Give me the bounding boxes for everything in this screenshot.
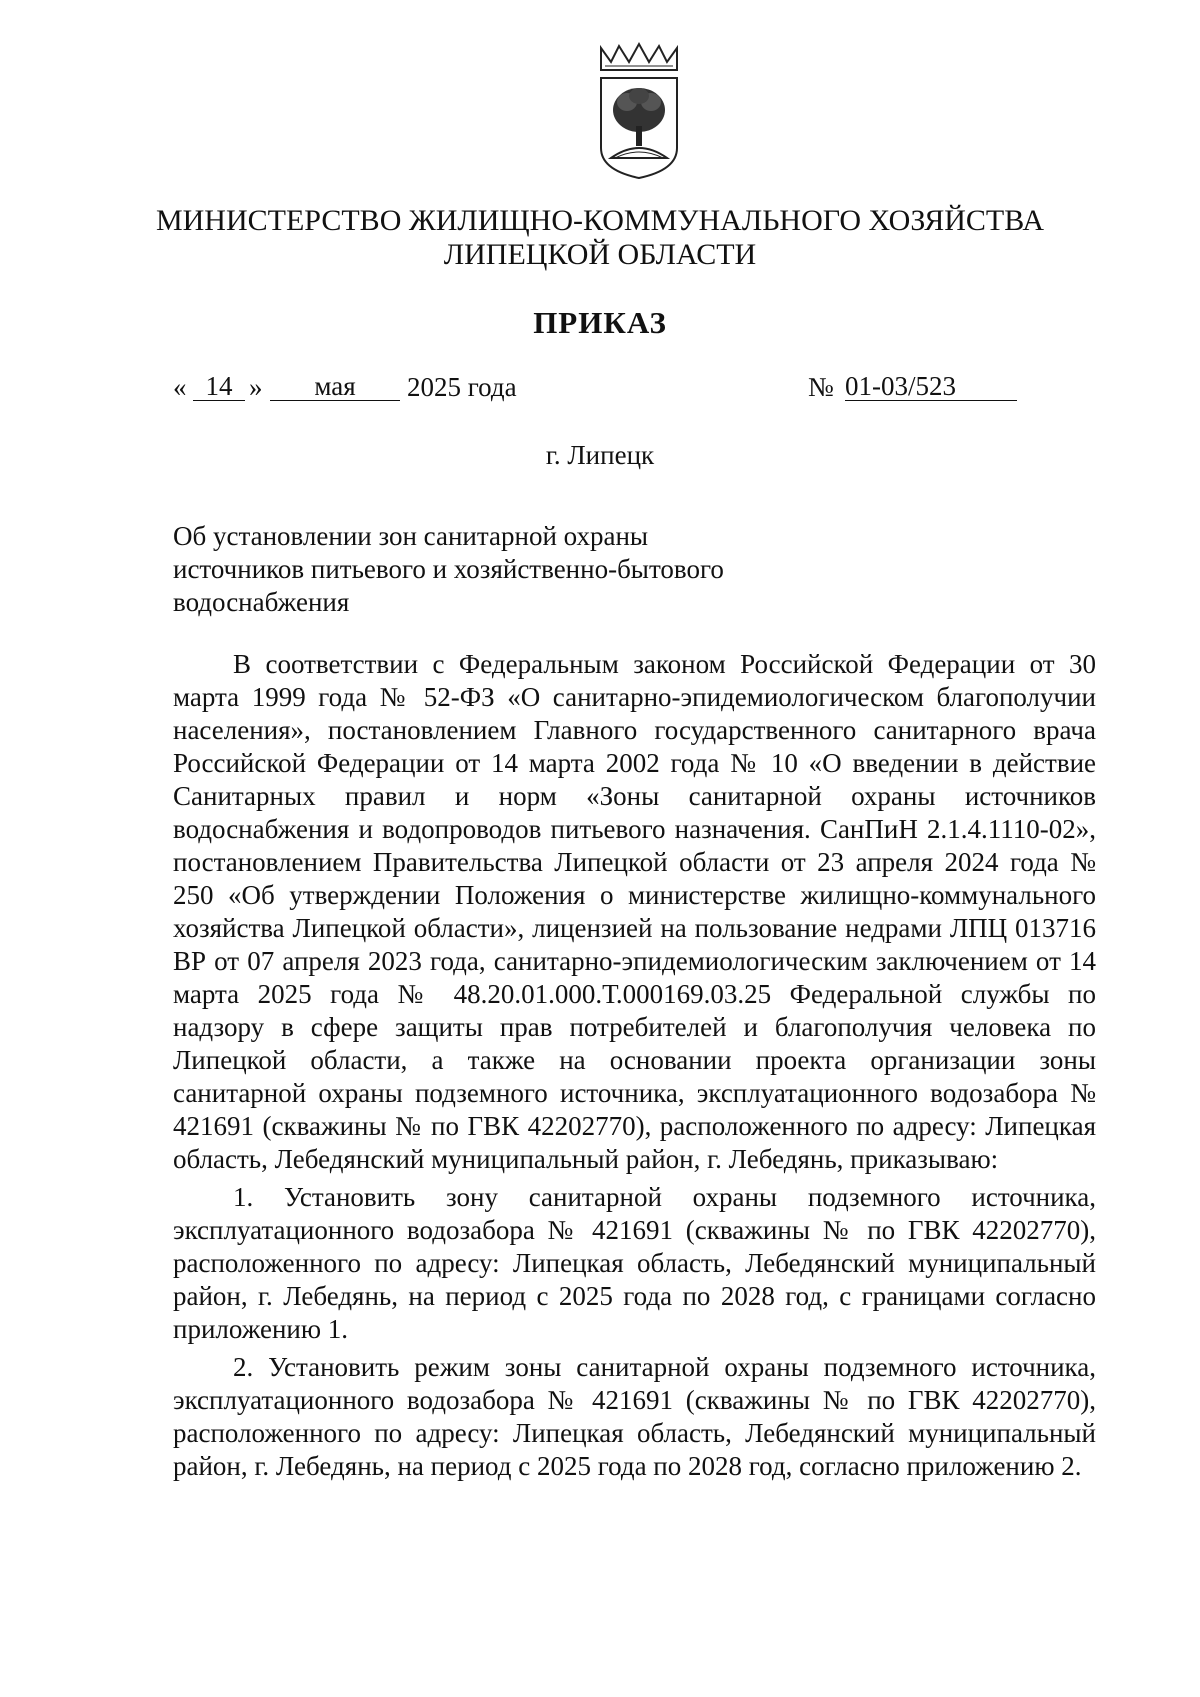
coat-of-arms-icon bbox=[595, 40, 683, 182]
subject-block bbox=[173, 520, 724, 619]
date-year: 2025 года bbox=[407, 372, 517, 402]
document-body bbox=[173, 648, 1096, 1483]
subject-line: Об установлении зон санитарной охраны bbox=[173, 521, 649, 551]
order-number: 01-03/523 bbox=[845, 372, 1017, 401]
place-of-issue: г. Липецк bbox=[545, 440, 655, 470]
document-type-title: ПРИКАЗ bbox=[533, 305, 667, 340]
ministry-name-line1: МИНИСТЕРСТВО ЖИЛИЩНО-КОММУНАЛЬНОГО ХОЗЯЙСТВА bbox=[155, 204, 1045, 237]
subject-line: источников питьевого и хозяйственно-бытового bbox=[173, 554, 724, 584]
date-close-quote: » bbox=[249, 372, 263, 402]
date-number-line bbox=[0, 372, 1200, 412]
date-month: мая bbox=[270, 372, 400, 401]
ministry-name-line2: ЛИПЕЦКОЙ ОБЛАСТИ bbox=[443, 238, 757, 271]
number-sign: № bbox=[808, 372, 834, 402]
date-open-quote: « bbox=[173, 372, 187, 402]
subject-line: водоснабжения bbox=[173, 587, 350, 617]
order-item: 2. Установить режим зоны санитарной охраны подземного источника, эксплуатационного водозабора № 421691 (скважины № по ГВК 42202770), расположенного по адресу: Липецкая область, Лебедянский муниципальный район, г. Лебедянь, на период с 2025 года по 2028 год, согласно приложению 2. bbox=[173, 1352, 1096, 1481]
order-item: 1. Установить зону санитарной охраны подземного источника, эксплуатационного водозабора № 421691 (скважины № по ГВК 42202770), расположенного по адресу: Липецкая область, Лебедянский муниципальный район, г. Лебедянь, на период с 2025 года по 2028 год, с границами согласно приложению 1. bbox=[173, 1182, 1096, 1344]
date-day: 14 bbox=[193, 372, 245, 401]
preamble-paragraph: В соответствии с Федеральным законом Российской Федерации от 30 марта 1999 года № 52-ФЗ «О санитарно-эпидемиологическом благополучии населения», постановлением Главного государственного санитарного врача Российской Федерации от 14 марта 2002 года № 10 «О введении в действие Санитарных правил и норм «Зоны санитарной охраны источников водоснабжения и водопроводов питьевого назначения. СанПиН 2.1.4.1110-02», постановлением Правительства Липецкой области от 23 апреля 2024 года № 250 «Об утверждении Положения о министерстве жилищно-коммунального хозяйства Липецкой области», лицензией на пользование недрами ЛПЦ 013716 ВР от 07 апреля 2023 года, санитарно-эпидемиологическим заключением от 14 марта 2025 года № 48.20.01.000.Т.000169.03.25 Федеральной службы по надзору в сфере защиты прав потребителей и благополучия человека по Липецкой области, а также на основании проекта организации зоны санитарной охраны подземного источника, эксплуатационного водозабора № 421691 (скважины № по ГВК 42202770), расположенного по адресу: Липецкая область, Лебедянский муниципальный район, г. Лебедянь, приказываю: bbox=[173, 649, 1096, 1174]
